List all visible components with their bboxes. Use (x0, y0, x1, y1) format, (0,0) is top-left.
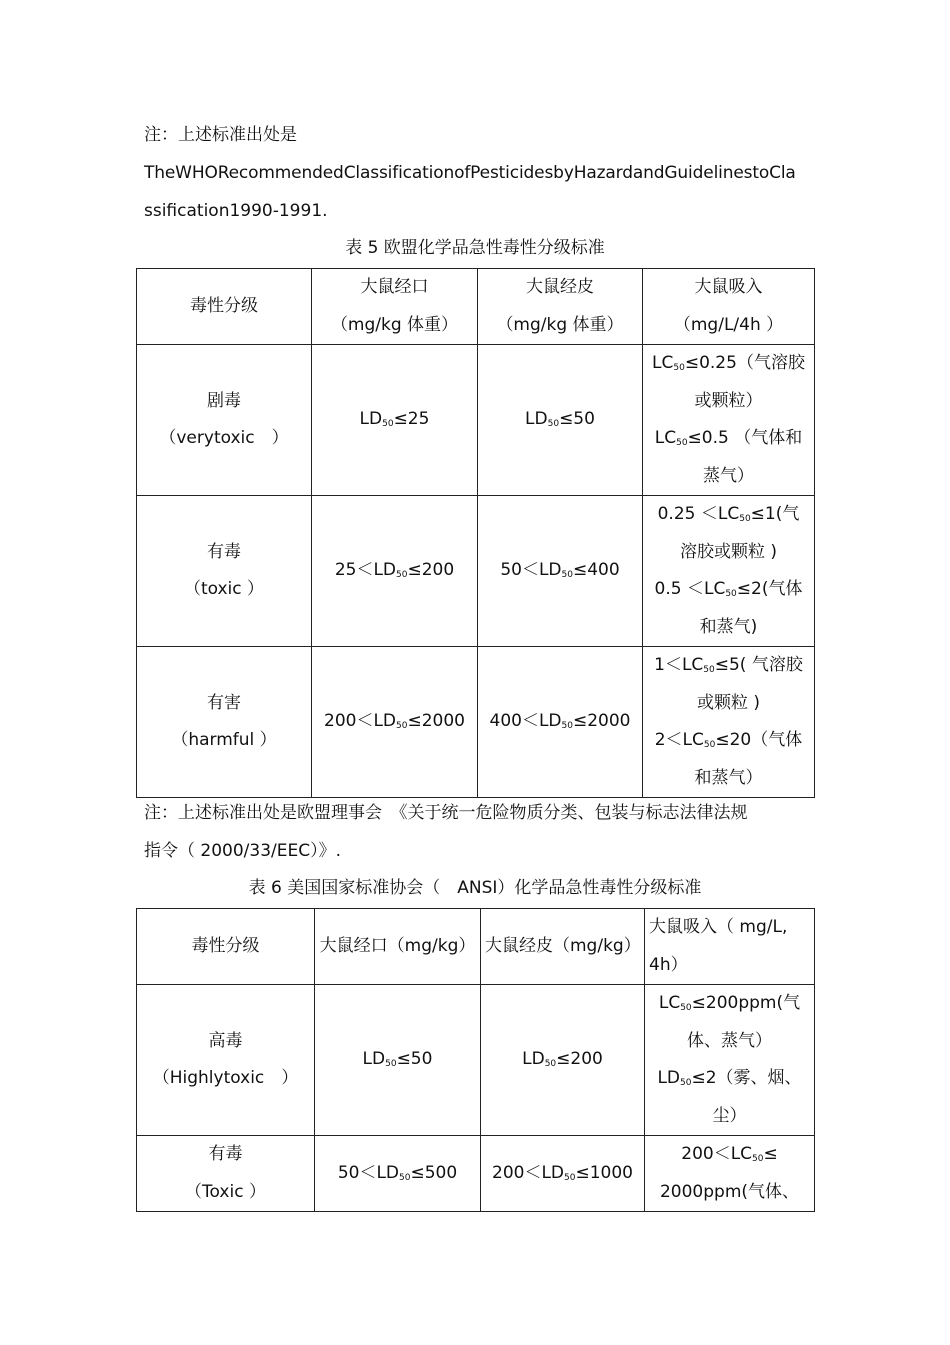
value-text (647, 647, 810, 685)
table5-caption: 表 5 欧盟化学品急性毒性分级标准 (345, 238, 605, 258)
subscript: 50 (564, 1172, 576, 1183)
value-suffix: ≤2(气体 (736, 579, 803, 599)
table-row (137, 496, 815, 647)
value-text (316, 552, 473, 590)
value-suffix: 和蒸气) (699, 616, 758, 637)
value-prefix: 1＜LC (654, 655, 704, 675)
value-text (649, 1023, 810, 1061)
header-text: 毒性分级 (191, 935, 260, 956)
header-text: 大鼠吸入 (694, 277, 763, 297)
header-cell (137, 909, 315, 985)
subscript: 50 (561, 721, 573, 732)
level-text: 剧毒 (207, 390, 241, 411)
value-suffix: ≤5( 气溶胶 (714, 655, 803, 675)
header-cell (481, 909, 645, 985)
value-suffix: ≤400 (572, 560, 620, 581)
value-suffix: 或颗粒） (694, 390, 763, 411)
toxicity-level-cell (137, 985, 315, 1136)
header-text: 大鼠经口（mg/kg） (319, 935, 476, 956)
table6 (136, 908, 815, 1212)
value-prefix: 400＜LD (489, 711, 562, 732)
value-prefix: LD (525, 409, 548, 430)
inhalation-value-cell (643, 345, 815, 496)
value-suffix: ≤500 (410, 1162, 458, 1183)
level-text: 高毒 (208, 1030, 243, 1051)
value-prefix: 200＜LD (492, 1162, 565, 1183)
header-text: 4h） (649, 954, 688, 975)
value-text (482, 703, 638, 741)
value-prefix: LC (654, 428, 677, 448)
subscript: 50 (396, 721, 408, 732)
value-prefix: 2＜LC (654, 730, 704, 750)
table-row (137, 985, 815, 1136)
toxicity-level-cell (137, 496, 312, 647)
dermal-value-cell (478, 496, 643, 647)
value-text (647, 609, 810, 647)
value-text (647, 534, 810, 572)
value-prefix: LD (522, 1049, 545, 1070)
value-text (649, 985, 810, 1023)
value-prefix: LC (652, 353, 674, 373)
value-text (649, 1060, 810, 1098)
value-text (649, 1174, 810, 1212)
value-prefix: LD (359, 409, 383, 430)
subscript: 50 (725, 589, 737, 599)
subscript: 50 (703, 665, 715, 675)
subscript: 50 (739, 514, 751, 524)
inhalation-value-cell (645, 1136, 815, 1212)
value-suffix: ≤200 (556, 1049, 603, 1070)
subscript: 50 (680, 1078, 692, 1088)
dermal-value-cell (481, 1136, 645, 1212)
oral-value-cell (312, 345, 478, 496)
oral-value-cell (315, 985, 481, 1136)
header-cell (478, 269, 643, 345)
value-text (316, 401, 473, 439)
header-text: 大鼠经皮（mg/kg） (485, 935, 641, 956)
table5-header-row (137, 269, 815, 345)
value-suffix: ≤0.5 （气体和 (687, 428, 803, 448)
oral-value-cell (312, 496, 478, 647)
inhalation-value-cell (645, 985, 815, 1136)
header-cell (645, 909, 815, 985)
table6-caption: 表 6 美国国家标准协会（ ANSI）化学品急性毒性分级标准 (248, 878, 702, 898)
value-suffix: 体、蒸气） (687, 1030, 772, 1051)
value-prefix: 50＜LD (337, 1162, 400, 1183)
dermal-value-cell (481, 985, 645, 1136)
toxicity-level-cell (137, 647, 312, 798)
header-text: 大鼠吸入（ mg/L, (649, 917, 788, 937)
value-text (319, 1155, 476, 1193)
oral-value-cell (312, 647, 478, 798)
table-row (137, 345, 815, 496)
value-suffix: 蒸气） (703, 465, 754, 486)
value-suffix: ≤2000 (407, 711, 465, 732)
table-row (137, 1136, 815, 1212)
subscript: 50 (673, 363, 685, 373)
value-suffix: ≤25 (393, 409, 430, 430)
value-suffix: 尘） (712, 1105, 747, 1126)
level-text: （toxic ） (183, 579, 265, 599)
header-cell (315, 909, 481, 985)
value-text (647, 420, 810, 458)
dermal-value-cell (478, 647, 643, 798)
value-suffix: ≤50 (396, 1049, 433, 1070)
header-cell (137, 269, 312, 345)
value-text (319, 1041, 476, 1079)
table6-header-row (137, 909, 815, 985)
value-text (647, 685, 810, 723)
value-text (647, 496, 810, 534)
level-text: 有毒 (208, 1144, 243, 1164)
value-text (647, 722, 810, 760)
value-prefix: 25＜LD (334, 560, 397, 581)
note1-line1: 注：上述标准出处是 (144, 125, 297, 145)
header-text: 大鼠经皮 (526, 277, 594, 297)
dermal-value-cell (478, 345, 643, 496)
value-suffix: 或颗粒 ) (696, 692, 761, 713)
value-suffix: ≤200ppm(气 (691, 993, 801, 1013)
subscript: 50 (396, 570, 408, 581)
value-prefix: 0.5 ＜LC (654, 579, 726, 599)
subscript: 50 (676, 438, 688, 448)
note1-line2: TheWHORecommendedClassificationofPesticidesbyHazardandGuidelinestoCla (144, 163, 796, 183)
value-suffix: ≤ (763, 1144, 778, 1164)
subscript: 50 (399, 1172, 411, 1183)
value-prefix: LD (362, 1049, 386, 1070)
value-prefix: LC (658, 993, 681, 1013)
value-suffix: 和蒸气） (694, 767, 763, 788)
level-text: 有害 (207, 692, 241, 713)
value-text (482, 401, 638, 439)
inhalation-value-cell (643, 647, 815, 798)
value-suffix: ≤0.25（气溶胶 (684, 353, 805, 373)
toxicity-level-cell (137, 1136, 315, 1212)
subscript: 50 (547, 419, 560, 430)
value-text (485, 1155, 640, 1193)
header-text: （mg/kg 体重） (330, 314, 459, 335)
header-text: （mg/kg 体重） (496, 314, 624, 335)
subscript: 50 (680, 1003, 692, 1013)
value-text (649, 1098, 810, 1136)
level-text: （Highlytoxic ） (152, 1068, 299, 1088)
subscript: 50 (382, 419, 394, 430)
value-text (647, 571, 810, 609)
value-prefix: 200＜LD (324, 711, 397, 732)
level-text: 有毒 (207, 541, 241, 562)
value-suffix: ≤2（雾、烟、 (691, 1068, 802, 1088)
subscript: 50 (752, 1154, 764, 1164)
value-text (647, 383, 810, 421)
inhalation-value-cell (643, 496, 815, 647)
toxicity-level-cell (137, 345, 312, 496)
header-cell (643, 269, 815, 345)
value-prefix: 200＜LC (681, 1144, 753, 1164)
value-text (482, 552, 638, 590)
note2-line2: 指令（ 2000/33/EEC）》. (144, 841, 342, 861)
table5 (136, 268, 815, 798)
header-text: （mg/L/4h ） (673, 314, 784, 335)
level-text: （Toxic ） (185, 1181, 266, 1202)
header-text: 毒性分级 (190, 295, 258, 316)
value-prefix: 50＜LD (500, 560, 562, 581)
value-text (647, 345, 810, 383)
value-suffix: ≤1(气 (750, 504, 800, 524)
level-text: （verytoxic ） (159, 428, 289, 448)
subscript: 50 (544, 1059, 557, 1070)
table-row (137, 647, 815, 798)
value-suffix: ≤2000 (572, 711, 631, 732)
oral-value-cell (315, 1136, 481, 1212)
header-text: 大鼠经口 (360, 277, 429, 297)
value-prefix: 0.25 ＜LC (657, 504, 740, 524)
header-cell (312, 269, 478, 345)
note2-line1: 注：上述标准出处是欧盟理事会 《关于统一危险物质分类、包装与标志法律法规 (144, 803, 748, 823)
subscript: 50 (703, 740, 716, 750)
value-prefix: LD (657, 1068, 681, 1088)
value-text (649, 1136, 810, 1174)
value-text (647, 760, 810, 798)
value-suffix: 溶胶或颗粒 ) (679, 541, 778, 562)
level-text: （harmful ） (171, 730, 277, 750)
value-text (316, 703, 473, 741)
value-suffix: ≤200 (407, 560, 455, 581)
value-suffix: 2000ppm(气体、 (659, 1181, 800, 1202)
subscript: 50 (561, 570, 573, 581)
value-suffix: ≤1000 (575, 1162, 633, 1183)
subscript: 50 (385, 1059, 397, 1070)
value-text (647, 458, 810, 496)
value-suffix: ≤50 (559, 409, 595, 430)
value-text (485, 1041, 640, 1079)
value-suffix: ≤20（气体 (715, 730, 803, 750)
note1-line3: ssification1990-1991. (144, 201, 328, 221)
